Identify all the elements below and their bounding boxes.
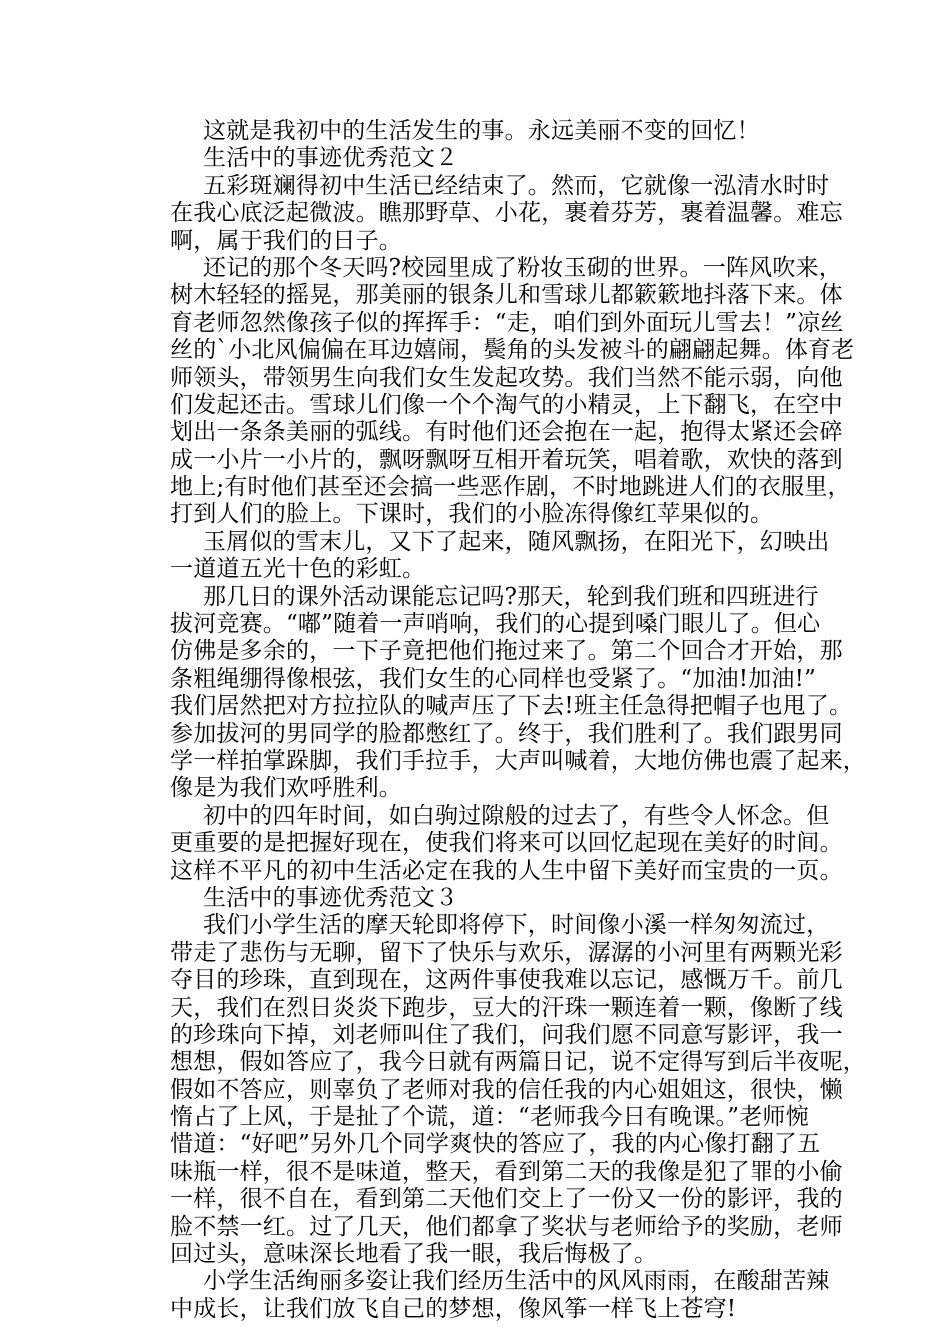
- text-line: 那几日的课外活动课能忘记吗?那天，轮到我们班和四班进行: [203, 583, 819, 610]
- text-line: 学一样拍掌跺脚，我们手拉手，大声叫喊着，大地仿佛也震了起来，: [170, 747, 866, 774]
- text-line: 夺目的珍珠，直到现在，这两件事使我难以忘记，感慨万千。前几: [170, 967, 843, 994]
- text-line: 五彩斑斓得初中生活已经结束了。然而，它就像一泓清水时时: [203, 172, 830, 199]
- text-line: 天，我们在烈日炎炎下跑步，豆大的汗珠一颗连着一颗，像断了线: [170, 994, 843, 1021]
- text-line: 条粗绳绷得像根弦，我们女生的心同样也受紧了。“加油!加油!”: [170, 665, 817, 692]
- text-line: 打到人们的脸上。下课时，我们的小脸冻得像红苹果似的。: [170, 501, 774, 528]
- text-line: 的珍珠向下掉，刘老师叫住了我们，问我们愿不同意写影评，我一: [170, 1021, 843, 1048]
- text-line: 味瓶一样，很不是味道，整天，看到第二天的我像是犯了罪的小偷: [170, 1158, 843, 1185]
- text-line: 想想，假如答应了，我今日就有两篇日记，说不定得写到后半夜呢，: [170, 1049, 866, 1076]
- text-line: 像是为我们欢呼胜利。: [170, 775, 402, 802]
- text-line: 惰占了上风，于是扯了个谎，道：“老师我今日有晚课。”老师惋: [170, 1104, 809, 1131]
- text-line: 地上;有时他们甚至还会搞一些恶作剧，不时地跳进人们的衣服里，: [170, 474, 851, 501]
- text-line: 生活中的事迹优秀范文２: [203, 145, 459, 172]
- text-line: 这就是我初中的生活发生的事。永远美丽不变的回忆！: [203, 118, 760, 144]
- text-line: 生活中的事迹优秀范文３: [203, 884, 459, 911]
- text-line: 玉屑似的雪末儿，又下了起来，随风飘扬，在阳光下，幻映出: [203, 528, 830, 555]
- text-line: 脸不禁一红。过了几天，他们都拿了奖状与老师给予的奖励，老师: [170, 1213, 843, 1240]
- text-line: 我们小学生活的摩天轮即将停下，时间像小溪一样匆匆流过，: [203, 912, 830, 939]
- text-line: 师领头，带领男生向我们女生发起攻势。我们当然不能示弱，向他: [170, 364, 843, 391]
- text-line: 一样，很不自在，看到第二天他们交上了一份又一份的影评，我的: [170, 1186, 843, 1213]
- text-line: 参加拔河的男同学的脸都憋红了。终于，我们胜利了。我们跟男同: [170, 720, 843, 747]
- text-line: 育老师忽然像孩子似的挥挥手：“走，咱们到外面玩儿雪去！”凉丝: [170, 309, 844, 336]
- text-line: 惜道：“好吧”另外几个同学爽快的答应了，我的内心像打翻了五: [170, 1131, 821, 1158]
- text-line: 啊，属于我们的日子。: [170, 227, 402, 254]
- text-line: 小学生活绚丽多姿让我们经历生活中的风风雨雨，在酸甜苦辣: [203, 1268, 830, 1295]
- text-line: 中成长，让我们放飞自己的梦想，像风筝一样飞上苍穹!: [170, 1295, 737, 1322]
- text-line: 假如不答应，则辜负了老师对我的信任我的内心姐姐这，很快，懒: [170, 1076, 843, 1103]
- text-line: 仿佛是多余的，一下子竟把他们拖过来了。第二个回合才开始，那: [170, 638, 843, 665]
- text-line: 这样不平凡的初中生活必定在我的人生中留下美好而宝贵的一页。: [170, 857, 843, 884]
- document-body: [170, 118, 866, 1323]
- text-line: 成一小片一小片的，飘呀飘呀互相开着玩笑，唱着歌，欢快的落到: [170, 446, 843, 473]
- text-line: 带走了悲伤与无聊，留下了快乐与欢乐，潺潺的小河里有两颗光彩: [170, 939, 843, 966]
- text-line: 们发起还击。雪球儿们像一个个淘气的小精灵，上下翻飞，在空中: [170, 391, 843, 418]
- text-line: 划出一条条美丽的弧线。有时他们还会抱在一起，抱得太紧还会碎: [170, 419, 843, 446]
- text-line: 初中的四年时间，如白驹过隙般的过去了，有些令人怀念。但: [203, 802, 830, 829]
- text-line: 丝的`小北风偏偏在耳边嬉闹，鬓角的头发被斗的翩翩起舞。体育老: [170, 337, 855, 364]
- text-line: 拔河竞赛。“嘟”随着一声哨响，我们的心提到嗓门眼儿了。但心: [170, 611, 821, 638]
- text-line: 还记的那个冬天吗?校园里成了粉妆玉砌的世界。一阵风吹来，: [203, 254, 842, 281]
- text-line: 树木轻轻的摇晃，那美丽的银条儿和雪球儿都簌簌地抖落下来。体: [170, 282, 843, 309]
- text-line: 一道道五光十色的彩虹。: [170, 556, 426, 583]
- text-line: 在我心底泛起微波。瞧那野草、小花，裹着芬芳，裹着温馨。难忘: [170, 200, 843, 227]
- text-line: 我们居然把对方拉拉队的喊声压了下去!班主任急得把帽子也甩了。: [170, 693, 853, 720]
- text-line: 更重要的是把握好现在，使我们将来可以回忆起现在美好的时间。: [170, 830, 843, 857]
- text-line: 回过头，意味深长地看了我一眼，我后悔极了。: [170, 1241, 658, 1268]
